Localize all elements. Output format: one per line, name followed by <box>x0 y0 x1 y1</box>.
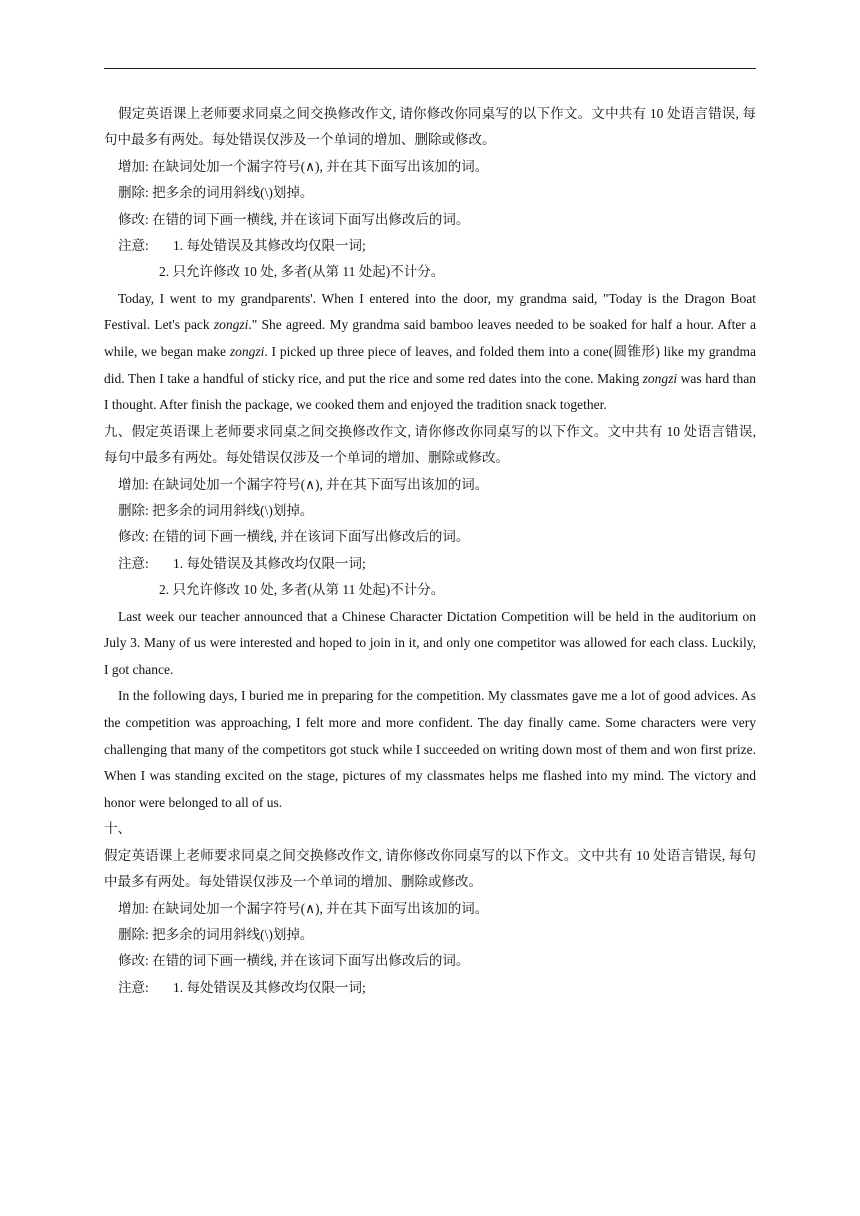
note-text: 1. 每处错误及其修改均仅限一词; <box>173 979 366 995</box>
sec10-instructions: 假定英语课上老师要求同桌之间交换修改作文, 请你修改你同桌写的以下作文。文中共有 10 处语言错误, 每句中最多有两处。每处错误仅涉及一个单词的增加、删除或修改。 <box>104 847 756 890</box>
sec10-add-rule: 增加: 在缺词处加一个漏字符号(∧), 并在其下面写出该加的词。 <box>118 900 489 916</box>
passage-italic: zongzi <box>213 317 249 333</box>
sec8-instructions: 假定英语课上老师要求同桌之间交换修改作文, 请你修改你同桌写的以下作文。文中共有 10 处语言错误, 每句中最多有两处。每处错误仅涉及一个单词的增加、删除或修改。 <box>104 106 756 148</box>
passage-text: Today, I went to my grandparents'. When I entered into the door, my grandma said, "Today is the Dragon Boat Festival. Let's pack <box>104 290 756 333</box>
sec8-note-2: 2. 只允许修改 10 处, 多者(从第 11 处起)不计分。 <box>159 264 445 280</box>
sec8-modify-rule: 修改: 在错的词下画一横线, 并在该词下面写出修改后的词。 <box>118 211 470 227</box>
sec9-note-1 <box>104 551 756 577</box>
passage-text: ." She agreed. My grandma said bamboo leaves needed to be soaked for half a hour. After a while, we began make <box>104 317 756 360</box>
sec10-modify-rule: 修改: 在错的词下画一横线, 并在该词下面写出修改后的词。 <box>118 953 470 969</box>
sec8-passage <box>104 286 756 419</box>
passage-text: was hard than I thought. After finish the package, we cooked them and enjoyed the tradition snack together. <box>104 370 756 413</box>
sec9-passage-p2: In the following days, I buried me in preparing for the competition. My classmates gave me a lot of good advices. As the competition was approaching, I felt more and more confident. The day finally came. Some characters were very challenging that many of the competitors got stuck while I succeeded on writing down most of them and won first prize. When I was standing excited on the stage, pictures of my classmates helps me flashed into my mind. The victory and honor were belonged to all of us. <box>104 688 756 810</box>
note-label: 注意: <box>118 555 149 571</box>
sec8-note-1 <box>104 233 756 259</box>
passage-italic: zongzi <box>642 370 678 386</box>
sec9-passage-p1: Last week our teacher announced that a Chinese Character Dictation Competition will be held in the auditorium on July 3. Many of us were interested and hoped to join in it, and only one competitor was allowed for each class. Luckily, I got chance. <box>104 608 756 677</box>
document-body <box>104 101 756 1001</box>
header-rule <box>104 68 756 69</box>
sec9-add-rule: 增加: 在缺词处加一个漏字符号(∧), 并在其下面写出该加的词。 <box>118 476 489 492</box>
sec8-add-rule: 增加: 在缺词处加一个漏字符号(∧), 并在其下面写出该加的词。 <box>118 158 489 174</box>
sec9-delete-rule: 删除: 把多余的词用斜线(\)划掉。 <box>118 503 314 519</box>
sec10-note-1 <box>104 975 756 1001</box>
sec10-delete-rule: 删除: 把多余的词用斜线(\)划掉。 <box>118 927 314 943</box>
note-text: 1. 每处错误及其修改均仅限一词; <box>173 555 366 571</box>
sec9-note-2: 2. 只允许修改 10 处, 多者(从第 11 处起)不计分。 <box>159 582 445 598</box>
note-label: 注意: <box>118 979 149 995</box>
passage-italic: zongzi <box>229 344 265 360</box>
sec8-delete-rule: 删除: 把多余的词用斜线(\)划掉。 <box>118 185 314 201</box>
note-label: 注意: <box>118 238 149 254</box>
note-text: 1. 每处错误及其修改均仅限一词; <box>173 238 366 254</box>
sec9-modify-rule: 修改: 在错的词下画一横线, 并在该词下面写出修改后的词。 <box>118 529 470 545</box>
passage-text: . I picked up three piece of leaves, and folded them into a cone(圆锥形) like my grandma did. Then I take a handful of sticky rice, and put the rice and some red dates into the cone. Making <box>104 344 756 386</box>
sec9-instructions: 九、假定英语课上老师要求同桌之间交换修改作文, 请你修改你同桌写的以下作文。文中共有 10 处语言错误, 每句中最多有两处。每处错误仅涉及一个单词的增加、删除或修改。 <box>104 423 756 466</box>
sec10-heading: 十、 <box>104 821 131 837</box>
